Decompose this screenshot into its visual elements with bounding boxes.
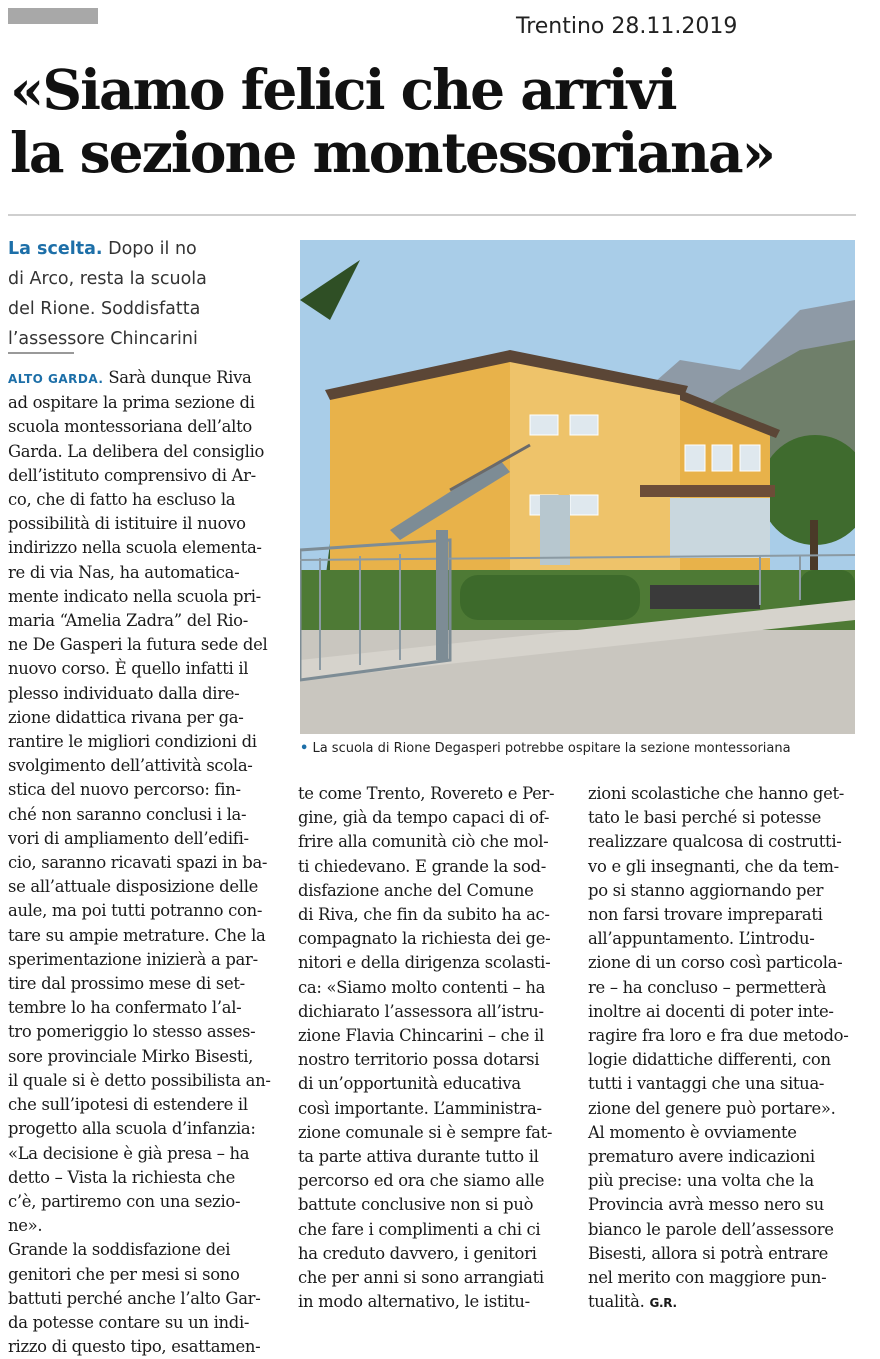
article-line: genitori che per mesi si sono — [8, 1264, 240, 1284]
article-line: nostro territorio possa dotarsi — [298, 1050, 540, 1070]
article-line: tare su ampie metrature. Che la — [8, 925, 266, 945]
article-line: re – ha concluso – permetterà — [588, 977, 827, 997]
article-line: scuola montessoriana dell’alto — [8, 417, 252, 437]
article-line: di un’opportunità educativa — [298, 1074, 521, 1094]
article-line: indirizzo nella scuola elementa- — [8, 538, 262, 558]
dateline: ALTO GARDA. — [8, 372, 104, 386]
article-line: zione comunale si è sempre fat- — [298, 1122, 553, 1142]
column-2-lines — [298, 782, 568, 1314]
article-line: tro pomeriggio lo stesso asses- — [8, 1022, 256, 1042]
article-line: ché non saranno conclusi i la- — [8, 804, 247, 824]
kicker — [8, 234, 288, 354]
article-line: sore provinciale Mirko Bisesti, — [8, 1046, 254, 1066]
article-line: bianco le parole dell’assessore — [588, 1219, 834, 1239]
article-line: detto – Vista la richiesta che — [8, 1167, 236, 1187]
article-line: disfazione anche del Comune — [298, 880, 534, 900]
article-line: compagnato la richiesta dei ge- — [298, 929, 551, 949]
article-last-line — [588, 1290, 858, 1315]
kicker-first-line — [8, 234, 288, 264]
article-line: tato le basi perché si potesse — [588, 808, 822, 828]
article-line: battute conclusive non si può — [298, 1195, 534, 1215]
article-line: plesso individuato dalla dire- — [8, 683, 240, 703]
article-line: se all’attuale disposizione delle — [8, 877, 259, 897]
school-building-photo — [300, 240, 855, 734]
kicker-first-rest: Dopo il no — [102, 239, 197, 259]
article-line: sperimentazione inizierà a par- — [8, 949, 258, 969]
article-line: ha creduto davvero, i genitori — [298, 1243, 537, 1263]
article-line: svolgimento dell’attività scola- — [8, 756, 253, 776]
article-line: più precise: una volta che la — [588, 1171, 814, 1191]
article-last-text: tualità. — [588, 1292, 645, 1312]
headline-line-2: la sezione montessoriana» — [10, 120, 774, 186]
headline-line-1: «Siamo felici che arrivi — [10, 57, 676, 122]
article-line: maria “Amelia Zadra” del Rio- — [8, 611, 248, 631]
article-line: rizzo di questo tipo, esattamen- — [8, 1337, 261, 1357]
article-line: po si stanno aggiornando per — [588, 880, 824, 900]
article-line: ca: «Siamo molto contenti – ha — [298, 977, 546, 997]
article-line: il quale si è detto possibilista an- — [8, 1070, 271, 1090]
article-line: tembre lo ha confermato l’al- — [8, 998, 242, 1018]
article-line: inoltre ai docenti di poter inte- — [588, 1001, 834, 1021]
article-line: zione didattica rivana per ga- — [8, 707, 244, 727]
article-line: da potesse contare su un indi- — [8, 1312, 250, 1332]
kicker-line: di Arco, resta la scuola — [8, 269, 207, 289]
article-line: ti chiedevano. E grande la sod- — [298, 856, 546, 876]
article-line: all’appuntamento. L’introdu- — [588, 929, 815, 949]
caption-text: La scuola di Rione Degasperi potrebbe ospitare la sezione montessoriana — [312, 741, 791, 756]
photo-caption — [300, 741, 870, 756]
article-line: vo e gli insegnanti, che da tem- — [588, 856, 839, 876]
article-line: realizzare qualcosa di costrutti- — [588, 832, 842, 852]
kicker-lead: La scelta. — [8, 239, 103, 259]
kicker-line: l’assessore Chincarini — [8, 329, 198, 349]
article-line: ta parte attiva durante tutto il — [298, 1147, 539, 1167]
article-line: tire dal prossimo mese di set- — [8, 974, 245, 994]
article-line: dichiarato l’assessora all’istru- — [298, 1001, 544, 1021]
article-line: re di via Nas, ha automatica- — [8, 562, 240, 582]
article-column-1 — [8, 366, 276, 1359]
article-line: gine, già da tempo capaci di of- — [298, 808, 550, 828]
article-line: in modo alternativo, le istitu- — [298, 1292, 530, 1312]
article-line: possibilità di istituire il nuovo — [8, 514, 246, 534]
article-line: co, che di fatto ha escluso la — [8, 490, 236, 510]
article-line: rantire le migliori condizioni di — [8, 732, 257, 752]
article-line: tutti i vantaggi che una situa- — [588, 1074, 825, 1094]
article-line: mente indicato nella scuola pri- — [8, 586, 261, 606]
article-line: battuti perché anche l’alto Gar- — [8, 1288, 261, 1308]
article-line: di Riva, che fin da subito ha ac- — [298, 905, 550, 925]
article-line: zione di un corso così particola- — [588, 953, 843, 973]
article-line: aule, ma poi tutti potranno con- — [8, 901, 263, 921]
article-line: Garda. La delibera del consiglio — [8, 441, 265, 461]
article-column-3 — [588, 782, 858, 1315]
kicker-line: del Rione. Soddisfatta — [8, 299, 201, 319]
article-line: Grande la soddisfazione dei — [8, 1240, 231, 1260]
author-signature: G.R. — [649, 1296, 677, 1311]
section-tab — [8, 8, 98, 24]
article-line: c’è, partiremo con una sezio- — [8, 1191, 241, 1211]
kicker-divider — [8, 352, 74, 354]
article-line: ne». — [8, 1216, 43, 1236]
article-line: stica del nuovo percorso: fin- — [8, 780, 241, 800]
article-line: progetto alla scuola d’infanzia: — [8, 1119, 256, 1139]
article-line: percorso ed ora che siamo alle — [298, 1171, 545, 1191]
article-line: logie didattiche differenti, con — [588, 1050, 831, 1070]
article-first-line — [8, 366, 276, 391]
article-line: cio, saranno ricavati spazi in ba- — [8, 853, 268, 873]
article-line: zioni scolastiche che hanno get- — [588, 784, 844, 803]
article-first-rest: Sarà dunque Riva — [103, 368, 252, 387]
source-date: Trentino 28.11.2019 — [516, 14, 738, 39]
article-line: te come Trento, Rovereto e Per- — [298, 784, 555, 803]
column-3-lines — [588, 782, 858, 1290]
article-line: ragire fra loro e fra due metodo- — [588, 1026, 849, 1046]
caption-bullet: • — [300, 741, 309, 756]
article-line: zione Flavia Chincarini – che il — [298, 1026, 544, 1046]
article-column-2 — [298, 782, 568, 1314]
article-line: frire alla comunità ciò che mol- — [298, 832, 549, 852]
article-line: dell’istituto comprensivo di Ar- — [8, 465, 256, 485]
article-line: zione del genere può portare». — [588, 1098, 836, 1118]
article-line: nel merito con maggiore pun- — [588, 1268, 827, 1288]
article-line: nuovo corso. È quello infatti il — [8, 659, 249, 679]
article-line: Al momento è ovviamente — [588, 1122, 797, 1142]
article-line: che sull’ipotesi di estendere il — [8, 1095, 248, 1115]
article-line: «La decisione è già presa – ha — [8, 1143, 250, 1163]
article-line: che per anni si sono arrangiati — [298, 1268, 544, 1288]
article-line: Provincia avrà messo nero su — [588, 1195, 824, 1215]
headline — [10, 58, 870, 185]
article-line: così importante. L’amministra- — [298, 1098, 542, 1118]
article-line: Bisesti, allora si potrà entrare — [588, 1243, 829, 1263]
article-line: nitori e della dirigenza scolasti- — [298, 953, 551, 973]
article-line: che fare i complimenti a chi ci — [298, 1219, 541, 1239]
article-line: prematuro avere indicazioni — [588, 1147, 815, 1167]
article-line: ne De Gasperi la futura sede del — [8, 635, 268, 655]
article-line: non farsi trovare impreparati — [588, 905, 823, 925]
article-line: vori di ampliamento dell’edifi- — [8, 828, 249, 848]
top-divider — [8, 214, 856, 216]
article-line: ad ospitare la prima sezione di — [8, 393, 255, 413]
column-1-lines — [8, 391, 276, 1359]
